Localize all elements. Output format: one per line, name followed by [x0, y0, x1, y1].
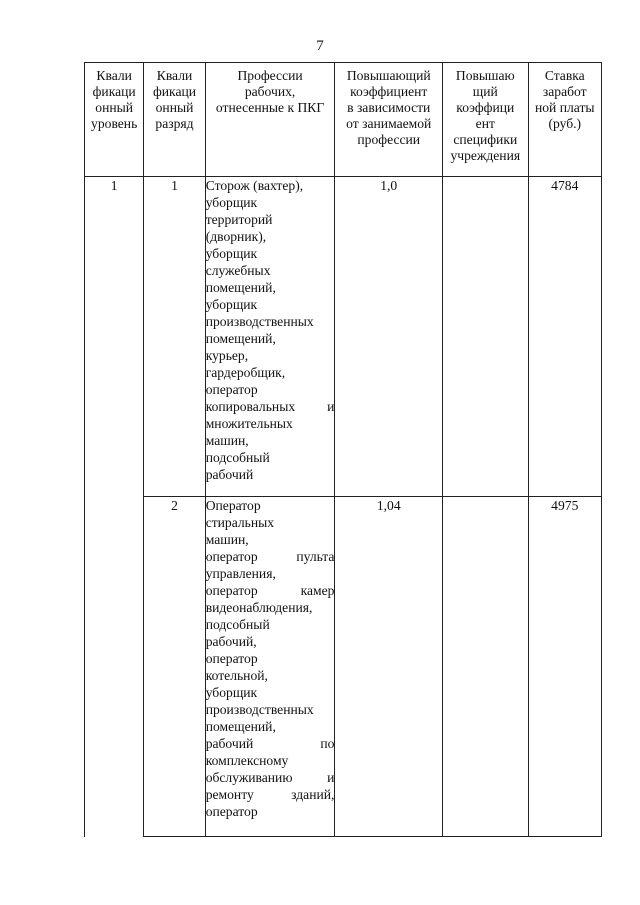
profession-line — [206, 701, 335, 718]
profession-word: подсобный — [205, 450, 270, 465]
header-line: заработ — [542, 84, 587, 99]
profession-word: гардеробщик, — [205, 365, 286, 380]
profession-word: помещений, — [205, 331, 276, 346]
profession-line — [206, 616, 335, 633]
header-line: разряд — [155, 116, 194, 131]
profession-word: по — [320, 736, 335, 751]
cell-grade: 2 — [144, 497, 205, 837]
profession-line — [206, 194, 335, 211]
header-line: Профессии — [237, 68, 303, 83]
header-line: фикаци — [92, 84, 136, 99]
profession-word: уборщик — [205, 685, 258, 700]
header-line: щий — [472, 84, 498, 99]
profession-word: и — [327, 399, 335, 414]
header-line: Квали — [156, 68, 193, 83]
profession-word: уборщик — [205, 195, 258, 210]
profession-line — [206, 211, 335, 228]
profession-word: оператор — [205, 583, 258, 598]
profession-word: копировальных — [205, 399, 296, 414]
profession-line — [206, 296, 335, 313]
profession-line — [206, 667, 335, 684]
profession-line — [206, 633, 335, 650]
cell-rate: 4975 — [528, 497, 601, 837]
cell-coef-specific — [443, 177, 528, 497]
profession-word: подсобный — [205, 617, 270, 632]
table-header-row — [85, 63, 602, 177]
profession-line — [206, 245, 335, 262]
header-line: уровень — [91, 116, 138, 131]
profession-line — [206, 752, 335, 769]
profession-line — [206, 262, 335, 279]
header-line: Квали — [96, 68, 132, 83]
profession-line — [206, 228, 335, 245]
profession-word: рабочий — [205, 467, 254, 482]
profession-word: стиральных — [205, 515, 275, 530]
profession-line — [206, 803, 335, 820]
profession-line — [206, 347, 335, 364]
profession-line — [206, 650, 335, 667]
profession-word: машин, — [205, 433, 249, 448]
profession-word: камер — [300, 583, 335, 598]
profession-word: комплексному — [205, 753, 289, 768]
profession-word: производственных — [205, 702, 314, 717]
profession-line — [206, 177, 335, 194]
header-line: коэффициент — [350, 84, 428, 99]
header-line: отнесенные к ПКГ — [215, 100, 325, 115]
header-line: в зависимости — [347, 100, 431, 115]
profession-line — [206, 735, 335, 752]
profession-word: множительных — [205, 416, 293, 431]
profession-line — [206, 531, 335, 548]
profession-word: котельной, — [205, 668, 268, 683]
profession-line — [206, 497, 335, 514]
profession-word: оператор — [205, 651, 258, 666]
profession-line — [206, 279, 335, 296]
header-grade — [144, 63, 205, 177]
profession-word: оператор — [205, 804, 258, 819]
profession-word: уборщик — [205, 246, 258, 261]
profession-line — [206, 364, 335, 381]
profession-line — [206, 398, 335, 415]
profession-word: зданий, — [291, 787, 335, 802]
header-line: коэффици — [456, 100, 515, 115]
profession-line — [206, 514, 335, 531]
profession-word: служебных — [205, 263, 271, 278]
cell-coef-profession: 1,04 — [335, 497, 443, 837]
header-line: специфики — [453, 132, 518, 147]
profession-word: управления, — [205, 566, 276, 581]
header-line: (руб.) — [548, 116, 582, 131]
header-line: рабочих, — [244, 84, 296, 99]
profession-word: уборщик — [205, 297, 258, 312]
header-line: онный — [95, 100, 134, 115]
header-line: профессии — [357, 132, 421, 147]
profession-line — [206, 330, 335, 347]
profession-line — [206, 432, 335, 449]
header-line: от занимаемой — [346, 116, 432, 131]
profession-line — [206, 449, 335, 466]
header-professions — [205, 63, 335, 177]
header-line: онный — [155, 100, 194, 115]
header-line: ной платы — [534, 100, 595, 115]
page-number: 7 — [316, 38, 324, 54]
profession-line — [206, 599, 335, 616]
cell-grade: 1 — [144, 177, 205, 497]
cell-rate: 4784 — [528, 177, 601, 497]
profession-word: оператор — [205, 549, 258, 564]
table-row — [85, 497, 602, 837]
cell-level: 1 — [85, 177, 144, 837]
profession-line — [206, 381, 335, 398]
profession-word: и — [327, 770, 335, 785]
header-coef-profession — [335, 63, 443, 177]
header-line: Повышаю — [455, 68, 515, 83]
profession-word: ремонту — [205, 787, 254, 802]
profession-line — [206, 415, 335, 432]
profession-line — [206, 565, 335, 582]
header-rate — [528, 63, 601, 177]
profession-word: территорий — [205, 212, 273, 227]
profession-word: рабочий, — [205, 634, 257, 649]
header-line: Ставка — [544, 68, 585, 83]
profession-word: курьер, — [205, 348, 249, 363]
profession-word: видеонаблюдения, — [205, 600, 313, 615]
profession-line — [206, 313, 335, 330]
salary-table — [84, 62, 602, 837]
profession-word: производственных — [205, 314, 314, 329]
profession-line — [206, 718, 335, 735]
header-level — [85, 63, 144, 177]
profession-line — [206, 548, 335, 565]
profession-word: помещений, — [205, 280, 276, 295]
profession-line — [206, 582, 335, 599]
cell-professions — [205, 497, 335, 837]
profession-word: Оператор — [205, 498, 261, 513]
table-row — [85, 177, 602, 497]
header-line: учреждения — [450, 148, 521, 163]
cell-coef-specific — [443, 497, 528, 837]
header-line: Повышающий — [346, 68, 431, 83]
header-line: фикаци — [152, 84, 197, 99]
profession-word: Сторож (вахтер), — [205, 178, 304, 193]
profession-word: оператор — [205, 382, 258, 397]
header-line: ент — [475, 116, 495, 131]
header-coef-specific — [443, 63, 528, 177]
profession-line — [206, 466, 335, 483]
profession-word: машин, — [205, 532, 249, 547]
profession-line — [206, 786, 335, 803]
cell-coef-profession: 1,0 — [335, 177, 443, 497]
profession-word: рабочий — [205, 736, 254, 751]
profession-line — [206, 684, 335, 701]
cell-professions — [205, 177, 335, 497]
profession-word: (дворник), — [205, 229, 267, 244]
profession-word: помещений, — [205, 719, 276, 734]
profession-word: обслуживанию — [205, 770, 293, 785]
profession-line — [206, 769, 335, 786]
profession-word: пульта — [296, 549, 335, 564]
